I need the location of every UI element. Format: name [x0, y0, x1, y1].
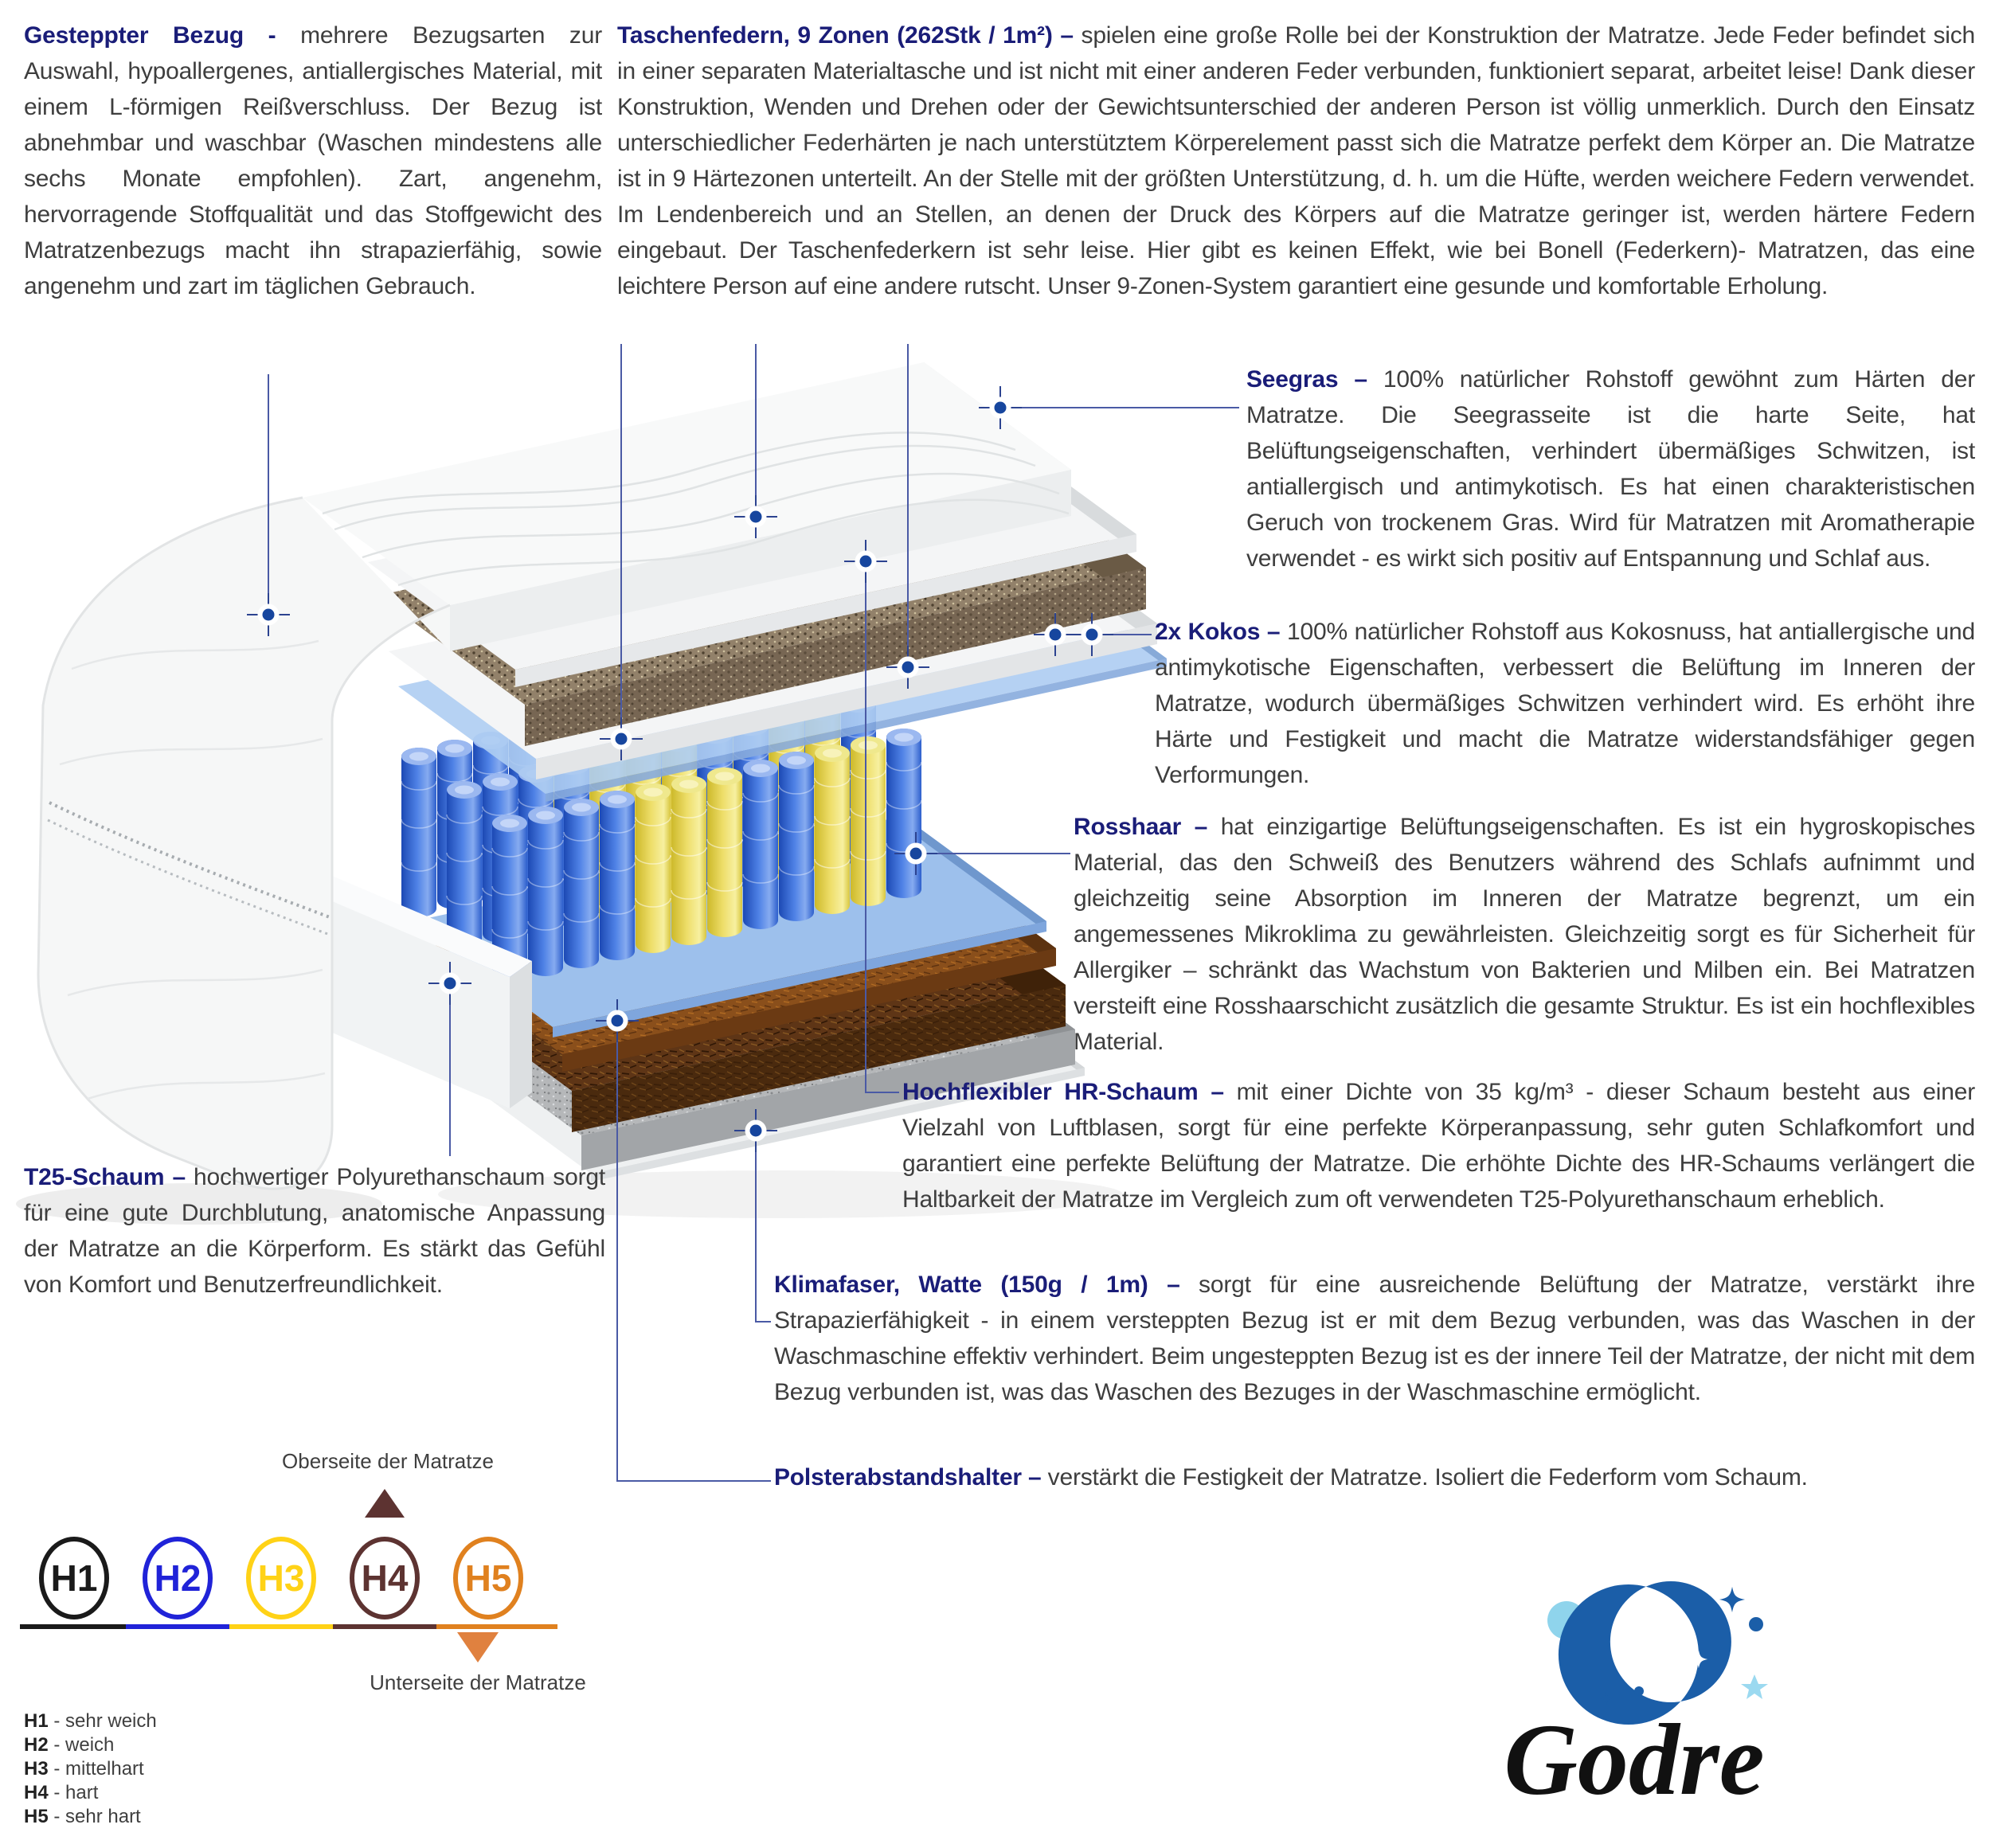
arrow-up-icon: [365, 1489, 405, 1518]
block-taschenfedern: [617, 18, 1975, 304]
block-body: mehrere Bezugsarten zur Auswahl, hypoallergenes, antiallergisches Material, mit einem L-förmigen Reißverschluss. Der Bezug ist abnehmbar und waschbar (Waschen mindestens alle sechs Monate empfohlen). Zart, angenehm, hervorragende Stoffqualität und das Stoffgewicht des Matratzenbezugs macht ihn strapazierfähig, sowie angenehm und zart im täglichen Gebrauch.: [24, 22, 602, 299]
brand-logo: [1504, 1581, 1768, 1816]
scale-segment-h2: [126, 1624, 229, 1629]
star-icon: [1719, 1587, 1745, 1612]
arrow-down-icon: [457, 1632, 499, 1662]
block-heading: Polsterabstandshalter –: [774, 1464, 1042, 1491]
legend-desc: - hart: [48, 1782, 99, 1803]
legend-item: [24, 1709, 157, 1733]
legend-label: H1: [24, 1710, 49, 1732]
hardness-circle-h2: [143, 1537, 213, 1619]
hardness-circle-h5: [453, 1537, 523, 1619]
block-heading: Hochflexibler HR-Schaum –: [902, 1079, 1224, 1105]
block-body: hat einzigartige Belüftungseigenschaften. Es ist ein hygroskopisches Material, das den Schweiß des Benutzers während des Schlafs aufnimmt und gleichzeitig seine Absorption im Inneren der Matratze begrenzt, um ein angemessenes Mikroklima zu gewährleisten. Gleichzeitig sorgt es für Sicherheit für Allergiker – schränkt das Wachstum von Bakterien und Milben ein. Bei Matratzen versteift eine Rosshaarschicht zusätzlich die gesamte Struktur. Es ist ein hochflexibles Material.: [1074, 814, 1976, 1055]
hardness-circle-h4: [350, 1537, 420, 1619]
hardness-bottom-label: Unterseite der Matratze: [370, 1670, 586, 1694]
legend-desc: - mittelhart: [48, 1758, 144, 1780]
block-body: 100% natürlicher Rohstoff gewöhnt zum Härten der Matratze. Die Seegrasseite ist die harte Seite, hat Belüftungseigenschaften, verhindert übermäßiges Schwitzen, ist antiallergisch und antimykotisch. Es hat einen charakteristischen Geruch von trockenem Gras. Wird für Matratzen mit Aromatherapie verwendet - es wirkt sich positiv auf Entspannung und Schlaf aus.: [1246, 366, 1975, 572]
hardness-circle-label: H4: [361, 1557, 409, 1599]
star-icon: [1741, 1674, 1768, 1699]
block-heading: Klimafaser, Watte (150g / 1m) –: [774, 1272, 1180, 1298]
block-t25-schaum: [24, 1159, 605, 1303]
hardness-circle-label: H2: [154, 1557, 201, 1599]
legend-label: H4: [24, 1782, 49, 1803]
block-body: verstärkt die Festigkeit der Matratze. Isoliert die Federform vom Schaum.: [1047, 1464, 1808, 1491]
legend-desc: - sehr hart: [48, 1806, 141, 1827]
legend-item: [24, 1757, 157, 1781]
hardness-legend: [24, 1709, 157, 1829]
legend-desc: - sehr weich: [48, 1710, 157, 1732]
block-heading: T25-Schaum –: [24, 1164, 186, 1190]
legend-item: [24, 1781, 157, 1805]
block-heading: Taschenfedern, 9 Zonen (262Stk / 1m²) –: [617, 22, 1074, 49]
scale-segment-h4: [333, 1624, 436, 1629]
hardness-circle-h1: [39, 1537, 109, 1619]
hardness-circle-h3: [246, 1537, 316, 1619]
scale-segment-h5: [436, 1624, 557, 1629]
block-body: sorgt für eine ausreichende Belüftung der Matratze, verstärkt ihre Strapazierfähigkeit - in einem versteppten Bezug ist er mit dem Bezug verbunden, was das Waschen in der Waschmaschine effektiv verhindert. Beim ungesteppten Bezug ist es der innere Teil der Matratze, der nicht mit dem Bezug verbunden ist, was das Waschen des Bezuges in der Waschmaschine ermöglicht.: [774, 1272, 1976, 1405]
block-heading: Gesteppter Bezug -: [24, 22, 276, 49]
legend-item: [24, 1733, 157, 1757]
legend-label: H5: [24, 1806, 49, 1827]
block-klimafaser: [774, 1267, 1975, 1410]
block-gesteppter-bezug: [24, 18, 602, 304]
block-heading: 2x Kokos –: [1155, 619, 1281, 645]
hardness-circle-label: H1: [50, 1557, 98, 1599]
block-polsterabstandshalter: [774, 1459, 1975, 1495]
block-body: mit einer Dichte von 35 kg/m³ - dieser Schaum besteht aus einer Vielzahl von Luftblasen, sorgt für eine perfekte Körperanpassung, sehr guten Schlafkomfort und garantiert eine perfekte Belüftung der Matratze. Die erhöhte Dichte des HR-Schaums verlängert die Haltbarkeit der Matratze im Vergleich zum oft verwendeten T25-Polyurethanschaum erheblich.: [902, 1079, 1975, 1213]
block-heading: Rosshaar –: [1074, 814, 1208, 840]
hardness-circle-label: H3: [257, 1557, 305, 1599]
block-body: 100% natürlicher Rohstoff aus Kokosnuss, hat antiallergische und antimykotische Eigenschaften, verbessert die Belüftung im Inneren der Matratze, wodurch übermäßiges Schwitzen verhindert wird. Es erhöht ihre Härte und Festigkeit und macht die Matratze widerstandsfähiger gegen Verformungen.: [1155, 619, 1976, 788]
hardness-circle-label: H5: [464, 1557, 512, 1599]
legend-item: [24, 1805, 157, 1829]
block-body: spielen eine große Rolle bei der Konstruktion der Matratze. Jede Feder befindet sich in einer separaten Materialtasche und ist nicht mit einer anderen Feder verbunden, funktioniert separat, arbeitet leise! Dank dieser Konstruktion, Wenden und Drehen oder der Gewichtsunterschied der anderen Person ist völlig unmerklich. Durch den Einsatz unterschiedlicher Federhärten je nach unterstütztem Körperelement passt sich die Matratze perfekt dem Körper an. Die Matratze ist in 9 Härtezonen unterteilt. An der Stelle mit der größten Unterstützung, d. h. um die Hüfte, werden weichere Federn verwendet. Im Lendenbereich und an Stellen, an denen der Druck des Körpers auf die Matratze geringer ist, werden härtere Federn eingebaut. Der Taschenfederkern ist sehr leise. Hier gibt es keinen Effekt, wie bei Bonell (Federkern)- Matratzen, das eine leichtere Person auf eine andere rutscht. Unser 9-Zonen-System garantiert eine gesunde und komfortable Erholung.: [617, 22, 1975, 299]
scale-segment-h1: [20, 1624, 126, 1629]
legend-label: H2: [24, 1734, 49, 1756]
scale-segment-h3: [229, 1624, 333, 1629]
block-rosshaar: [1074, 809, 1975, 1060]
brand-wordmark: Godre: [1504, 1703, 1765, 1816]
legend-label: H3: [24, 1758, 49, 1780]
legend-desc: - weich: [48, 1734, 115, 1756]
block-body: hochwertiger Polyurethanschaum sorgt für eine gute Durchblutung, anatomische Anpassung der Matratze an die Körperform. Es stärkt das Gefühl von Komfort und Benutzerfreundlichkeit.: [24, 1164, 605, 1298]
block-hr-schaum: [902, 1074, 1975, 1217]
block-seegras: [1246, 361, 1975, 576]
block-kokos: [1155, 614, 1975, 793]
hardness-top-label: Oberseite der Matratze: [282, 1449, 494, 1473]
block-heading: Seegras –: [1246, 366, 1367, 393]
